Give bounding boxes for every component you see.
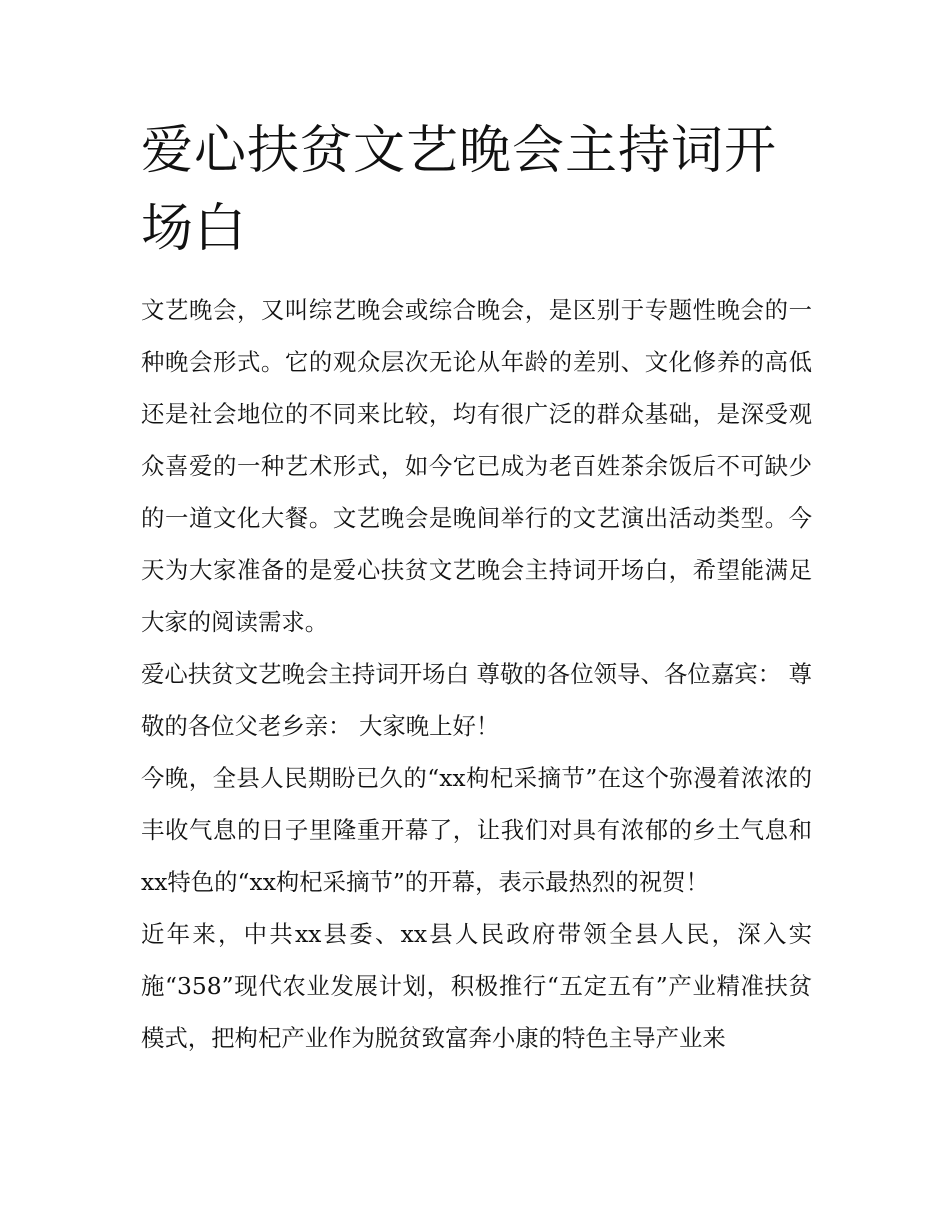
- paragraph-recent-years: 近年来，中共xx县委、xx县人民政府带领全县人民，深入实施“358”现代农业发展计划，积极推行“五定五有”产业精准扶贫模式，把枸杞产业作为脱贫致富奔小康的特色主导产业来: [141, 920, 812, 1052]
- document-title: 爱心扶贫文艺晚会主持词开场白: [141, 121, 778, 259]
- paragraph-intro: 文艺晚会，又叫综艺晚会或综合晚会，是区别于专题性晚会的一种晚会形式。它的观众层次无论从年龄的差别、文化修养的高低还是社会地位的不同来比较，均有很广泛的群众基础，是深受观众喜爱的一种艺术形式，如今它已成为老百姓茶余饭后不可缺少的一道文化大餐。文艺晚会是晚间举行的文艺演出活动类型。今天为大家准备的是爱心扶贫文艺晚会主持词开场白，希望能满足大家的阅读需求。: [141, 296, 812, 636]
- paragraph-opening: 今晚，全县人民期盼已久的“xx枸杞采摘节”在这个弥漫着浓浓的丰收气息的日子里隆重开幕了，让我们对具有浓郁的乡土气息和xx特色的“xx枸杞采摘节”的开幕，表示最热烈的祝贺！: [141, 764, 812, 896]
- paragraph-greeting: 爱心扶贫文艺晚会主持词开场白 尊敬的各位领导、各位嘉宾： 尊敬的各位父老乡亲： 大家晚上好！: [141, 660, 812, 740]
